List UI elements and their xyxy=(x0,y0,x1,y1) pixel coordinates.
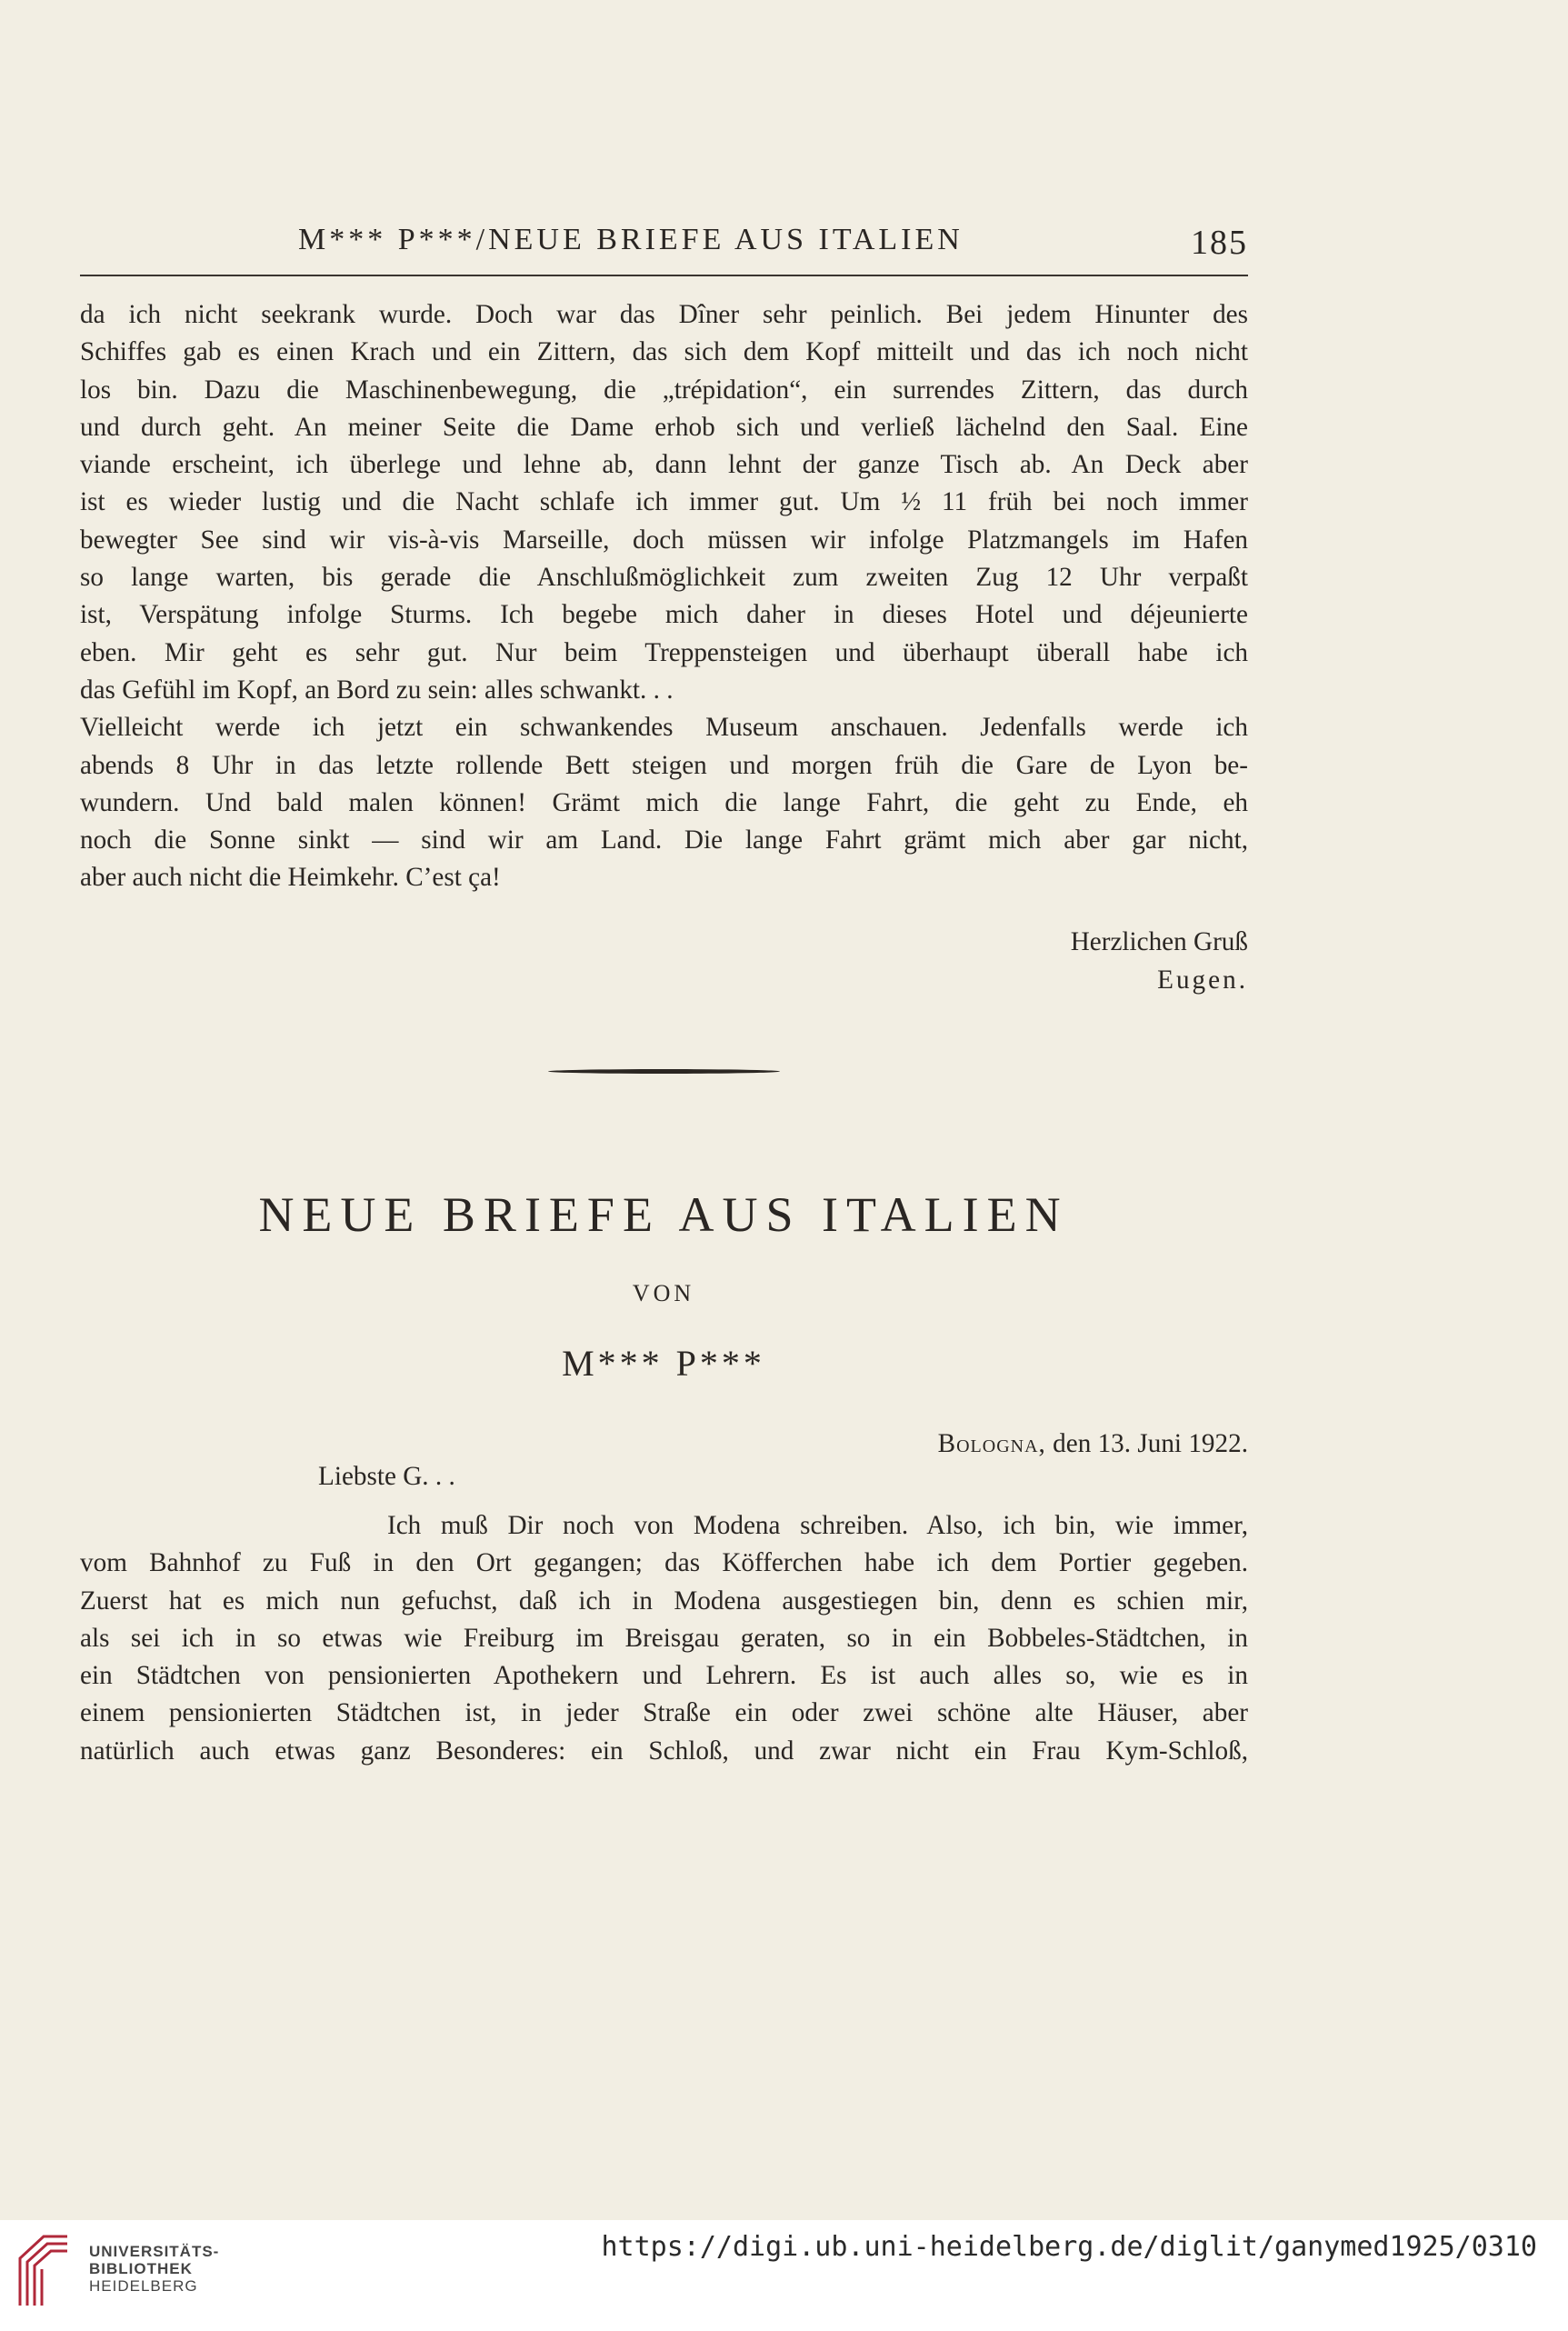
salutation: Liebste G. . . xyxy=(318,1462,455,1491)
text-line: ist es wieder lustig und die Nacht schlafe ich immer gut. Um ½ 11 früh bei noch immer xyxy=(80,487,1248,517)
dateline-date: den 13. Juni 1922. xyxy=(1045,1429,1248,1458)
text-line: so lange warten, bis gerade die Anschlußmöglichkeit zum zweiten Zug 12 Uhr verpaßt xyxy=(80,563,1248,593)
text-line: ein Städtchen von pensionierten Apothekern und Lehrern. Es ist auch alles so, wie es in xyxy=(80,1661,1248,1691)
text-line: Vielleicht werde ich jetzt ein schwankendes Museum anschauen. Jedenfalls werde ich xyxy=(80,713,1248,743)
institution-name xyxy=(89,2243,219,2295)
first-letter-body xyxy=(80,296,1248,897)
text-line: als sei ich in so etwas wie Freiburg im Breisgau geraten, so in ein Bobbeles-Städtchen, in xyxy=(80,1623,1248,1653)
text-line: bewegter See sind wir vis-à-vis Marseille, doch müssen wir infolge Platzmangels im Hafen xyxy=(80,525,1248,555)
institution-line: BIBLIOTHEK xyxy=(89,2260,193,2277)
section-divider xyxy=(548,1069,780,1074)
text-line: wundern. Und bald malen können! Grämt mich die lange Fahrt, die geht zu Ende, eh xyxy=(80,787,1248,817)
text-line: vom Bahnhof zu Fuß in den Ort gegangen; das Köfferchen habe ich dem Portier gegeben. xyxy=(80,1548,1248,1578)
dateline xyxy=(938,1429,1248,1459)
text-line: eben. Mir geht es sehr gut. Nur beim Treppensteigen und überhaupt überall habe ich xyxy=(80,637,1248,667)
institution-line: HEIDELBERG xyxy=(89,2277,198,2295)
text-line: und durch geht. An meiner Seite die Dame erhob sich und verließ lächelnd den Saal. Eine xyxy=(80,412,1248,442)
article-body xyxy=(80,1507,1248,1770)
text-line: noch die Sonne sinkt — sind wir am Land. Die lange Fahrt grämt mich aber gar nicht, xyxy=(80,825,1248,855)
article-author: M*** P*** xyxy=(562,1343,765,1384)
text-line: das Gefühl im Kopf, an Bord zu sein: alles schwankt. . . xyxy=(80,675,674,705)
text-line: viande erscheint, ich überlege und lehne ab, dann lehnt der ganze Tisch ab. An Deck aber xyxy=(80,450,1248,480)
text-line: Schiffes gab es einen Krach und ein Zittern, das sich dem Kopf mitteilt und das ich noch nicht xyxy=(80,337,1248,367)
text-line: Zuerst hat es mich nun gefuchst, daß ich in Modena ausgestiegen bin, denn es schien mir, xyxy=(80,1586,1248,1616)
text-line: abends 8 Uhr in das letzte rollende Bett steigen und morgen früh die Gare de Lyon be- xyxy=(80,750,1248,780)
text-line: aber auch nicht die Heimkehr. C’est ça! xyxy=(80,863,501,893)
permalink-url[interactable]: https://digi.ub.uni-heidelberg.de/diglit/ganymed1925/0310 xyxy=(601,2231,1537,2263)
text-line: Ich muß Dir noch von Modena schreiben. Also, ich bin, wie immer, xyxy=(387,1511,1248,1540)
page-number: 185 xyxy=(1191,224,1248,262)
library-logo-icon xyxy=(16,2233,73,2309)
institution-line: UNIVERSITÄTS- xyxy=(89,2243,220,2260)
byline-von: VON xyxy=(632,1280,695,1306)
text-line: los bin. Dazu die Maschinenbewegung, die „trépidation“, ein surrendes Zittern, das durch xyxy=(80,375,1248,405)
text-line: einem pensionierten Städtchen ist, in jeder Straße ein oder zwei schöne alte Häuser, aber xyxy=(80,1698,1248,1728)
article-title: NEUE BRIEFE AUS ITALIEN xyxy=(258,1187,1069,1242)
header-rule xyxy=(80,275,1248,276)
text-line: natürlich auch etwas ganz Besonderes: ein Schloß, und zwar nicht ein Frau Kym-Schloß, xyxy=(80,1736,1248,1766)
text-line: ist, Verspätung infolge Sturms. Ich begebe mich daher in dieses Hotel und déjeunierte xyxy=(80,600,1248,630)
signature: Eugen. xyxy=(1157,965,1248,995)
closing: Herzlichen Gruß xyxy=(1070,927,1248,956)
running-title: M*** P***/NEUE BRIEFE AUS ITALIEN xyxy=(298,223,964,256)
text-line: da ich nicht seekrank wurde. Doch war das Dîner sehr peinlich. Bei jedem Hinunter des xyxy=(80,300,1248,329)
dateline-place: Bologna, xyxy=(937,1429,1046,1458)
